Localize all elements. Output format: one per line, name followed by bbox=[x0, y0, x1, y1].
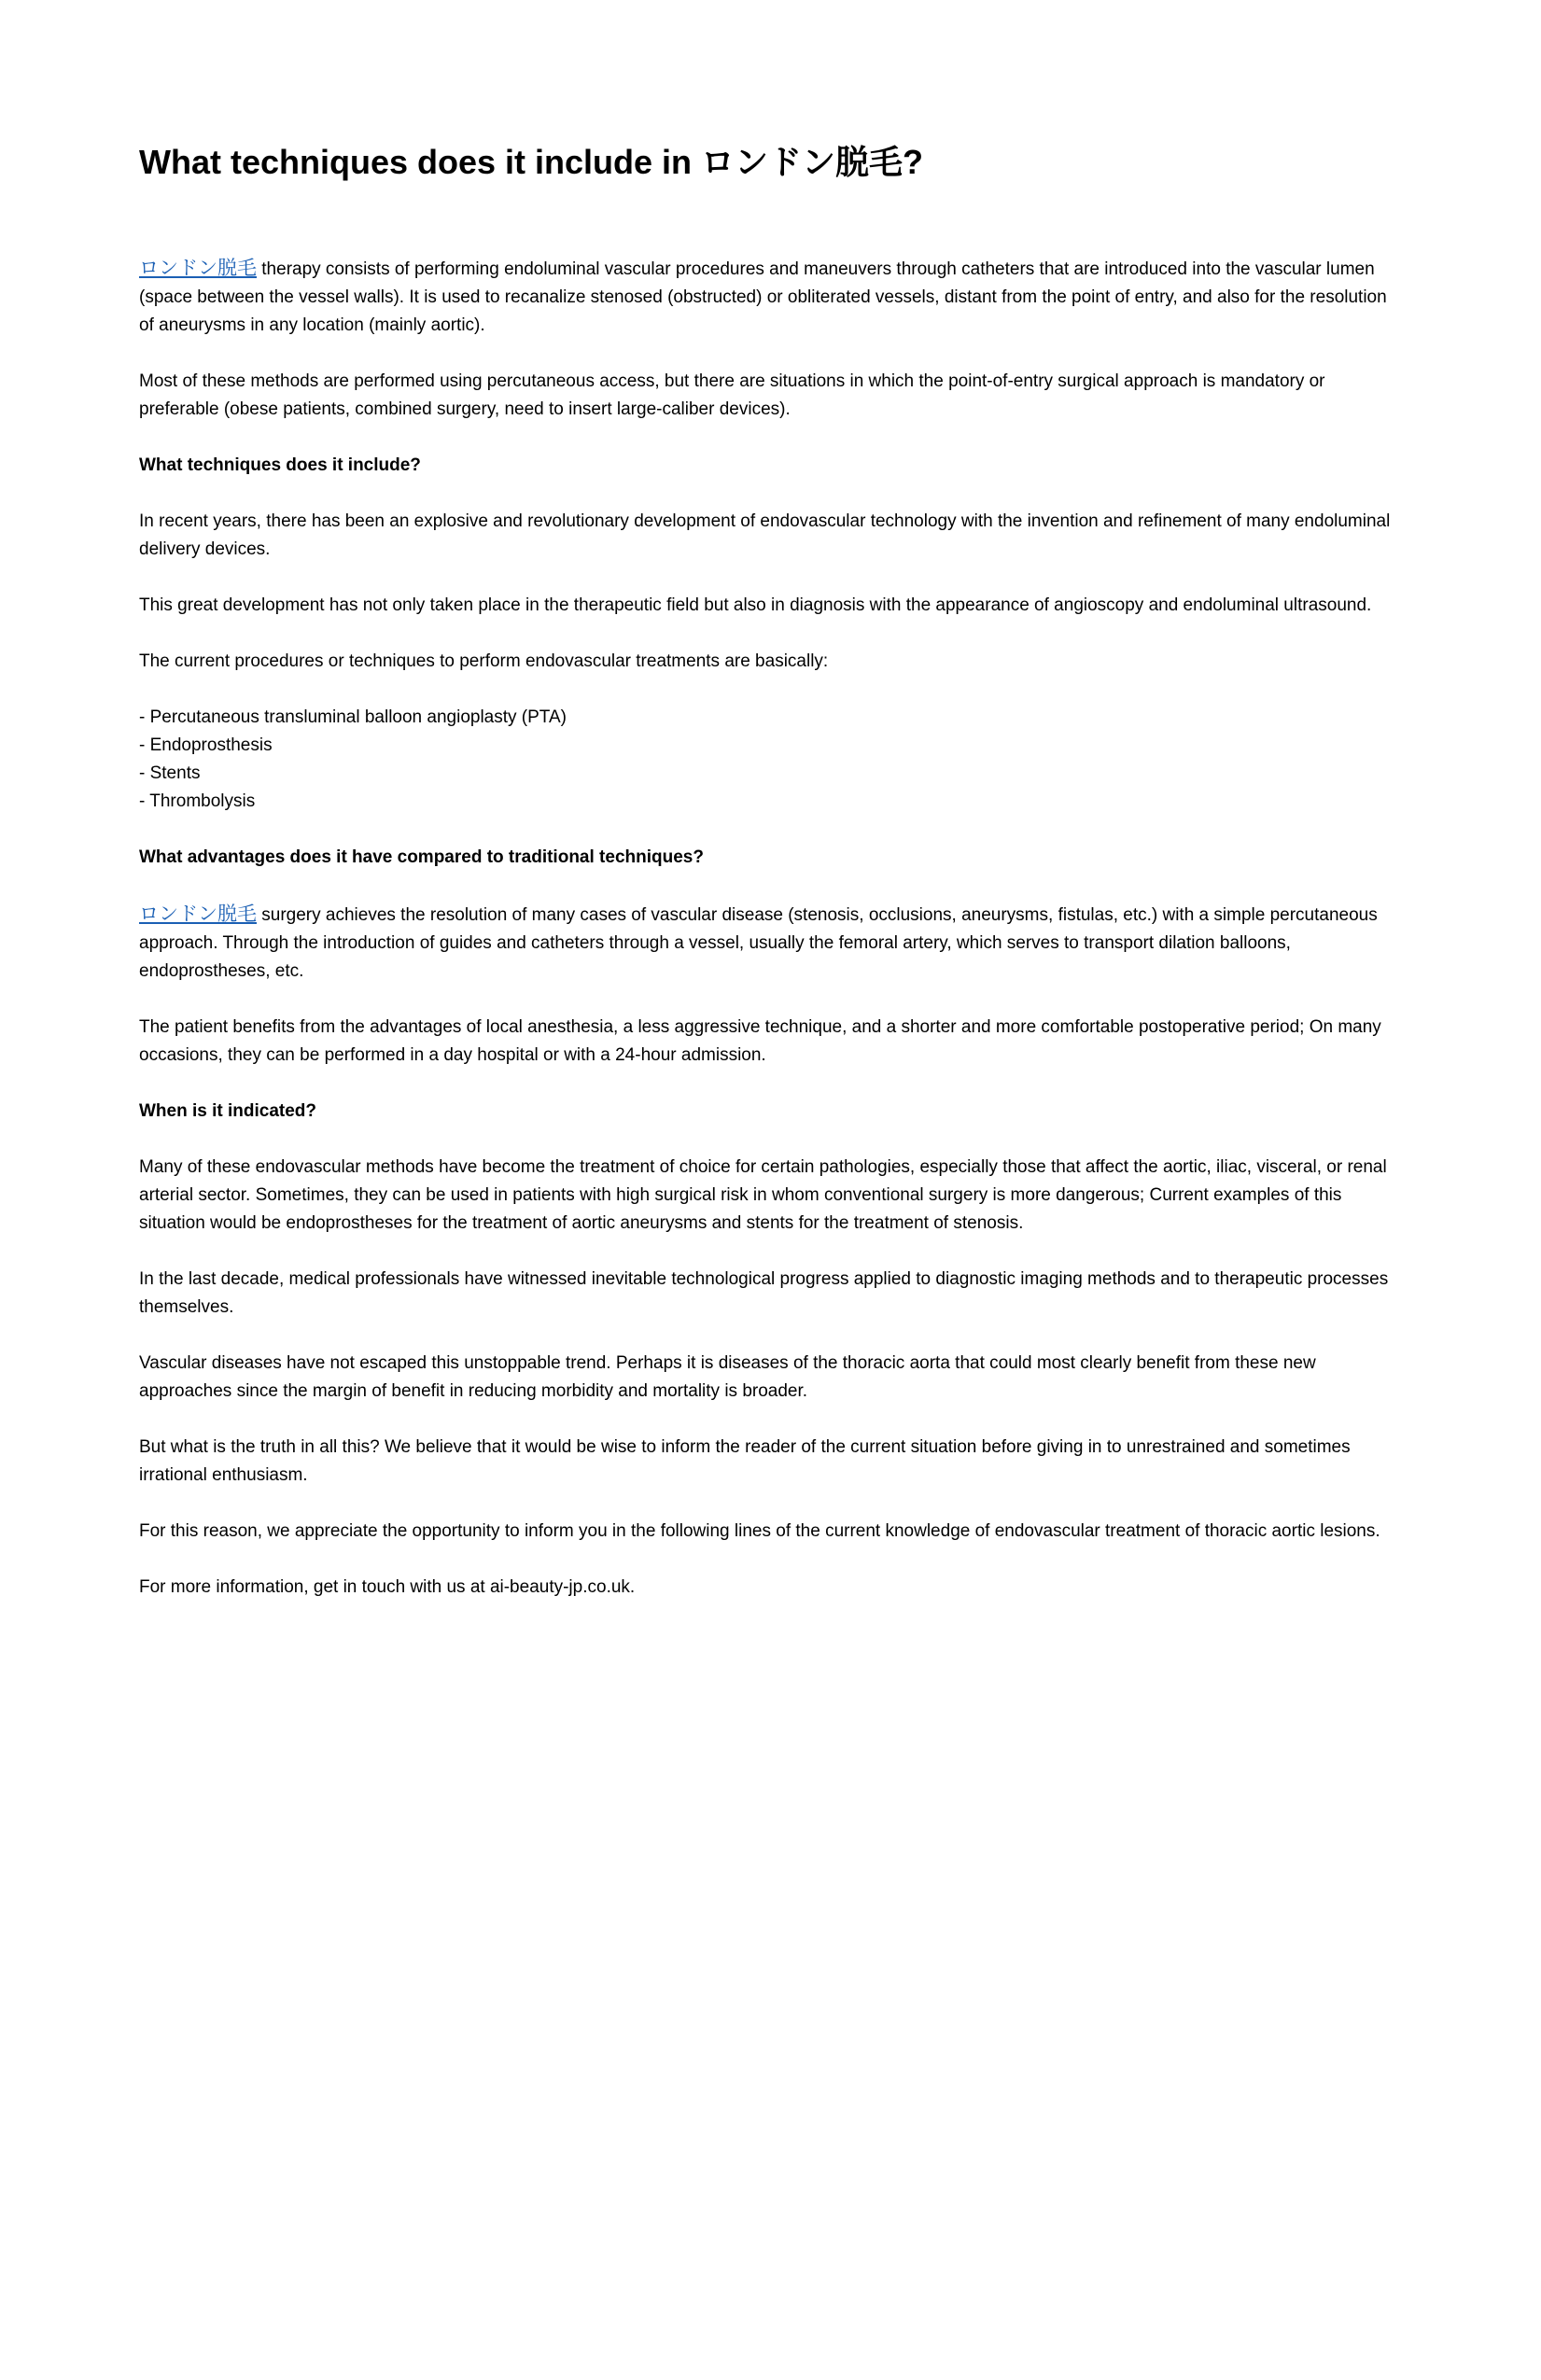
list-item: - Stents bbox=[139, 763, 201, 783]
current-paragraph: The current procedures or techniques to perform endovascular treatments are basically: bbox=[139, 651, 829, 671]
techniques-list bbox=[139, 704, 1401, 816]
patient-paragraph: The patient benefits from the advantages of local anesthesia, a less aggressive technique, and a shorter and more comfortable postoperative period; On many occasions, they can be performed in a day hospital or with a 24-hour admission. bbox=[139, 1017, 1381, 1065]
reason-paragraph: For this reason, we appreciate the opportunity to inform you in the following lines of the current knowledge of endovascular treatment of thoracic aortic lesions. bbox=[139, 1521, 1380, 1541]
list-item: - Thrombolysis bbox=[139, 791, 256, 811]
access-paragraph: Most of these methods are performed using percutaneous access, but there are situations in which the point-of-entry surgical approach is mandatory or preferable (obese patients, combined surgery, need to insert large-caliber devices). bbox=[139, 371, 1325, 419]
truth-paragraph: But what is the truth in all this? We believe that it would be wise to inform the reader of the current situation before giving in to unrestrained and sometimes irrational enthusiasm. bbox=[139, 1437, 1351, 1485]
advantages-heading: What advantages does it have compared to traditional techniques? bbox=[139, 847, 704, 867]
contact-paragraph: For more information, get in touch with us at ai-beauty-jp.co.uk. bbox=[139, 1577, 636, 1597]
intro-paragraph bbox=[139, 254, 1401, 340]
page-title: What techniques does it include in ロンドン脱毛? bbox=[139, 143, 924, 181]
recent-paragraph: In recent years, there has been an explosive and revolutionary development of endovascular technology with the invention and refinement of many endoluminal delivery devices. bbox=[139, 511, 1391, 559]
advantages-paragraph bbox=[139, 900, 1401, 986]
advantages-link[interactable]: ロンドン脱毛 bbox=[139, 903, 257, 925]
techniques-heading: What techniques does it include? bbox=[139, 455, 421, 475]
development-paragraph: This great development has not only taken place in the therapeutic field but also in diagnosis with the appearance of angioscopy and endoluminal ultrasound. bbox=[139, 595, 1372, 615]
document-page bbox=[139, 140, 1401, 1630]
many-paragraph: Many of these endovascular methods have become the treatment of choice for certain pathologies, especially those that affect the aortic, iliac, visceral, or renal arterial sector. Sometimes, they can be used in patients with high surgical risk in whom conventional surgery is more dangerous; Current examples of this situation would be endoprostheses for the treatment of aortic aneurysms and stents for the treatment of stenosis. bbox=[139, 1157, 1387, 1233]
list-item: - Endoprosthesis bbox=[139, 735, 273, 755]
indicated-heading: When is it indicated? bbox=[139, 1101, 317, 1121]
intro-text: therapy consists of performing endoluminal vascular procedures and maneuvers through catheters that are introduced into the vascular lumen (space between the vessel walls). It is used to recanalize stenosed (obstructed) or obliterated vessels, distant from the point of entry, and also for the resolution of aneurysms in any location (mainly aortic). bbox=[139, 259, 1387, 335]
intro-link[interactable]: ロンドン脱毛 bbox=[139, 257, 257, 279]
advantages-text: surgery achieves the resolution of many cases of vascular disease (stenosis, occlusions, aneurysms, fistulas, etc.) with a simple percutaneous approach. Through the introduction of guides and catheters through a vessel, usually the femoral artery, which serves to transport dilation balloons, endoprostheses, etc. bbox=[139, 905, 1378, 981]
decade-paragraph: In the last decade, medical professionals have witnessed inevitable technological progress applied to diagnostic imaging methods and to therapeutic processes themselves. bbox=[139, 1269, 1389, 1317]
vascular-paragraph: Vascular diseases have not escaped this unstoppable trend. Perhaps it is diseases of the thoracic aorta that could most clearly benefit from these new approaches since the margin of benefit in reducing morbidity and mortality is broader. bbox=[139, 1353, 1316, 1401]
list-item: - Percutaneous transluminal balloon angioplasty (PTA) bbox=[139, 707, 567, 727]
